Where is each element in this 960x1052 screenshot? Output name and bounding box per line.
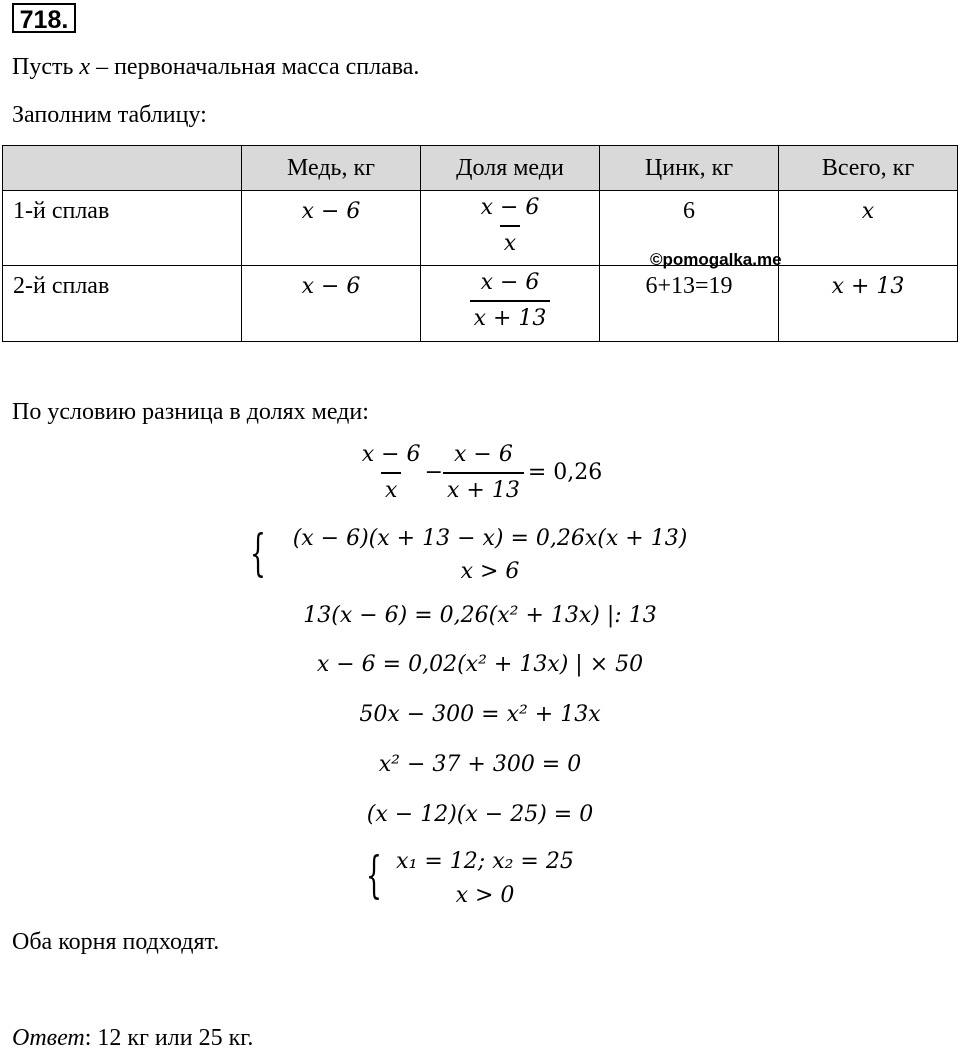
table-cell-share (477, 195, 544, 257)
equation-fractions (0, 442, 960, 504)
problem-number: 718. (12, 3, 76, 33)
minus-sign: − (424, 460, 443, 485)
equation-2: 13(x − 6) = 0,26(x² + 13x) |: 13 (303, 603, 657, 628)
system-1-line-1: (x − 6)(x + 13 − x) = 0,26x(x + 13) (292, 526, 688, 551)
fraction-2-denominator: x + 13 (443, 472, 524, 504)
share-denominator: x (500, 225, 520, 257)
table-header-row (3, 146, 958, 191)
intro-post: – первоначальная масса сплава. (90, 54, 420, 80)
table-header-cell: Медь, кг (242, 146, 421, 191)
answer-label: Ответ (12, 1025, 85, 1051)
table-header-cell: Цинк, кг (600, 146, 779, 191)
table-header-cell (3, 146, 242, 191)
watermark: ©pomogalka.me (650, 250, 782, 269)
table-cell-share (470, 270, 551, 332)
data-table (2, 145, 958, 342)
equation-4: 50x − 300 = x² + 13x (359, 702, 601, 727)
equation-3: x − 6 = 0,02(x² + 13x) | × 50 (316, 652, 644, 677)
table-cell-zinc: 6 (600, 191, 779, 266)
table-cell-zinc: 6+13=19 (600, 266, 779, 342)
table-cell-total: x (861, 199, 875, 224)
answer-line (12, 1024, 253, 1052)
fraction-2-numerator: x − 6 (454, 442, 513, 467)
table-header-cell: Всего, кг (779, 146, 958, 191)
fill-table-text: Заполним таблицу: (12, 102, 207, 128)
fraction-1 (358, 442, 425, 504)
fraction-2 (443, 442, 524, 504)
table-header-cell: Доля меди (421, 146, 600, 191)
equation-1-rhs: = 0,26 (527, 460, 603, 485)
share-denominator: x + 13 (470, 300, 551, 332)
system-2-brace: { (366, 846, 382, 904)
equation-6: (x − 12)(x − 25) = 0 (366, 802, 594, 827)
fraction-1-numerator: x − 6 (361, 442, 421, 467)
table-row-label: 1-й сплав (3, 191, 242, 266)
system-1-brace: { (250, 524, 266, 582)
intro-variable: x (79, 54, 91, 80)
system-2-line-1: x₁ = 12; x₂ = 25 (396, 849, 574, 874)
share-numerator: x − 6 (480, 195, 540, 220)
intro-pre: Пусть (12, 54, 80, 80)
fraction-1-denominator: x (381, 472, 401, 504)
system-1-line-2: x > 6 (460, 559, 520, 584)
table-cell-total: x + 13 (831, 274, 905, 299)
table-cell-copper: x − 6 (301, 199, 361, 224)
conclusion-text: Оба корня подходят. (12, 929, 220, 955)
table-cell-copper: x − 6 (301, 274, 361, 299)
table-row-label: 2-й сплав (3, 266, 242, 342)
table-row (3, 266, 958, 342)
share-numerator: x − 6 (480, 270, 540, 295)
equation-5: x² − 37 + 300 = 0 (378, 752, 582, 777)
intro-text (12, 53, 419, 81)
system-2-line-2: x > 0 (455, 883, 515, 908)
condition-text: По условию разница в долях меди: (12, 399, 369, 425)
table-row (3, 191, 958, 266)
answer-text: : 12 кг или 25 кг. (84, 1025, 254, 1051)
